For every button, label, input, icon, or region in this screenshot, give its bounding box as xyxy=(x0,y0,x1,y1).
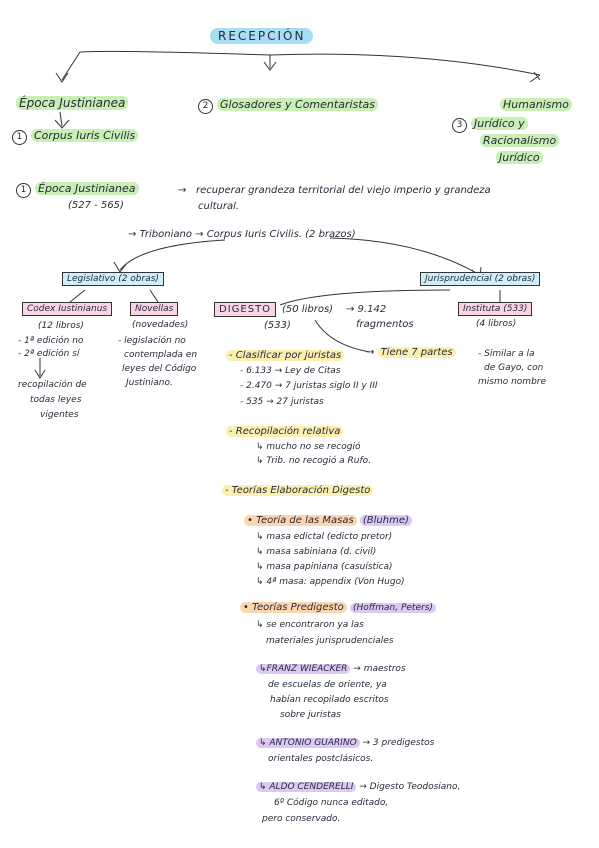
instituta-d3: mismo nombre xyxy=(478,377,547,387)
epoca-dates: (527 - 565) xyxy=(68,200,124,211)
instituta-d1: - Similar a la xyxy=(478,349,535,359)
epoca-arrow: → xyxy=(178,185,187,196)
digesto-partes: → Tiene 7 partes xyxy=(366,347,456,359)
instituta-books: (4 libros) xyxy=(476,319,517,329)
predigesto-1: ↳ se encontraron ya las xyxy=(256,620,364,630)
codex-box: Codex Iustinianus xyxy=(22,304,112,314)
novellas-box: Novellas xyxy=(130,304,178,314)
branch-humanismo-1: Humanismo xyxy=(500,99,572,112)
digesto-c1: - 6.133 → Ley de Citas xyxy=(240,366,341,376)
page-title: RECEPCIÓN xyxy=(210,30,313,44)
aldo-d3: pero conservado. xyxy=(262,814,341,824)
epoca-desc-1: recuperar grandeza territorial del viejo imperio y grandeza xyxy=(196,185,491,196)
instituta-d2: de Gayo, con xyxy=(484,363,544,373)
digesto-books: (50 libros) xyxy=(282,304,334,315)
epoca-heading: 1 Época Justinianea xyxy=(16,183,139,198)
digesto-frag: fragmentos xyxy=(356,319,414,330)
codex-books: (12 libros) xyxy=(38,321,84,331)
masa-3: ↳ masa papiniana (casuística) xyxy=(256,562,393,572)
branch-corpus: 1 Corpus Iuris Civilis xyxy=(12,130,138,145)
predigesto-2: materiales jurisprudenciales xyxy=(266,636,394,646)
guarino: ↳ ANTONIO GUARINO → 3 predigestos xyxy=(256,738,434,748)
franz-d3: habían recopilado escritos xyxy=(270,695,389,705)
franz: ↳FRANZ WIEACKER → maestros xyxy=(256,664,406,674)
franz-d4: sobre juristas xyxy=(280,710,341,720)
epoca-desc-2: cultural. xyxy=(198,201,240,212)
branch-humanismo-3: Racionalismo xyxy=(480,135,559,148)
branch-humanismo-2: 3 Jurídico y xyxy=(452,118,528,133)
digesto-recop: - Recopilación relativa xyxy=(226,426,343,438)
masa-2: ↳ masa sabiniana (d. civil) xyxy=(256,547,377,557)
digesto-box: DIGESTO xyxy=(214,304,276,316)
novellas-d3: leyes del Código xyxy=(122,364,197,374)
branch-epoca: Época Justinianea xyxy=(16,97,128,111)
codex-ed-1: - 1ª edición no xyxy=(18,336,84,346)
novellas-sub: (novedades) xyxy=(132,320,189,330)
digesto-clasificar: - Clasificar por juristas xyxy=(226,350,344,362)
masa-4: ↳ 4ª masa: appendix (Von Hugo) xyxy=(256,577,405,587)
franz-d2: de escuelas de oriente, ya xyxy=(268,680,387,690)
digesto-c2: - 2.470 → 7 juristas siglo II y III xyxy=(240,381,378,391)
digesto-c3: - 535 → 27 juristas xyxy=(240,397,324,407)
teoria-predigesto: • Teorías Predigesto (Hoffman, Peters) xyxy=(240,602,436,614)
instituta-box: Instituta (533) xyxy=(458,304,532,314)
branch-humanismo-4: Jurídico xyxy=(496,152,543,165)
triboniano-line: → Triboniano → Corpus Iuris Civilis. (2 brazos) xyxy=(128,229,356,240)
teoria-masas: • Teoría de las Masas (Bluhme) xyxy=(244,515,412,527)
guarino-d2: orientales postclásicos. xyxy=(268,754,374,764)
codex-ed-2: - 2ª edición sí xyxy=(18,349,80,359)
codex-note-3: vigentes xyxy=(40,410,79,420)
novellas-d4: Justiniano. xyxy=(126,378,173,388)
codex-note-1: recopilación de xyxy=(18,380,87,390)
masa-1: ↳ masa edictal (edicto pretor) xyxy=(256,532,393,542)
digesto-frag-arrow: → 9.142 xyxy=(346,304,387,315)
novellas-d1: - legislación no xyxy=(118,336,186,346)
digesto-teorias: - Teorías Elaboración Digesto xyxy=(222,485,373,497)
legislativo-box: Legislativo (2 obras) xyxy=(62,274,164,284)
aldo: ↳ ALDO CENDERELLI → Digesto Teodosiano, xyxy=(256,782,460,792)
codex-note-2: todas leyes xyxy=(30,395,82,405)
digesto-recop-1: ↳ mucho no se recogió xyxy=(256,442,361,452)
branch-glosadores: 2 Glosadores y Comentaristas xyxy=(198,99,378,114)
aldo-d2: 6º Código nunca editado, xyxy=(274,798,389,808)
digesto-year: (533) xyxy=(264,320,291,331)
digesto-recop-2: ↳ Trib. no recogió a Rufo. xyxy=(256,456,372,466)
novellas-d2: contemplada en xyxy=(124,350,198,360)
jurisprudencial-box: Jurisprudencial (2 obras) xyxy=(420,274,540,284)
